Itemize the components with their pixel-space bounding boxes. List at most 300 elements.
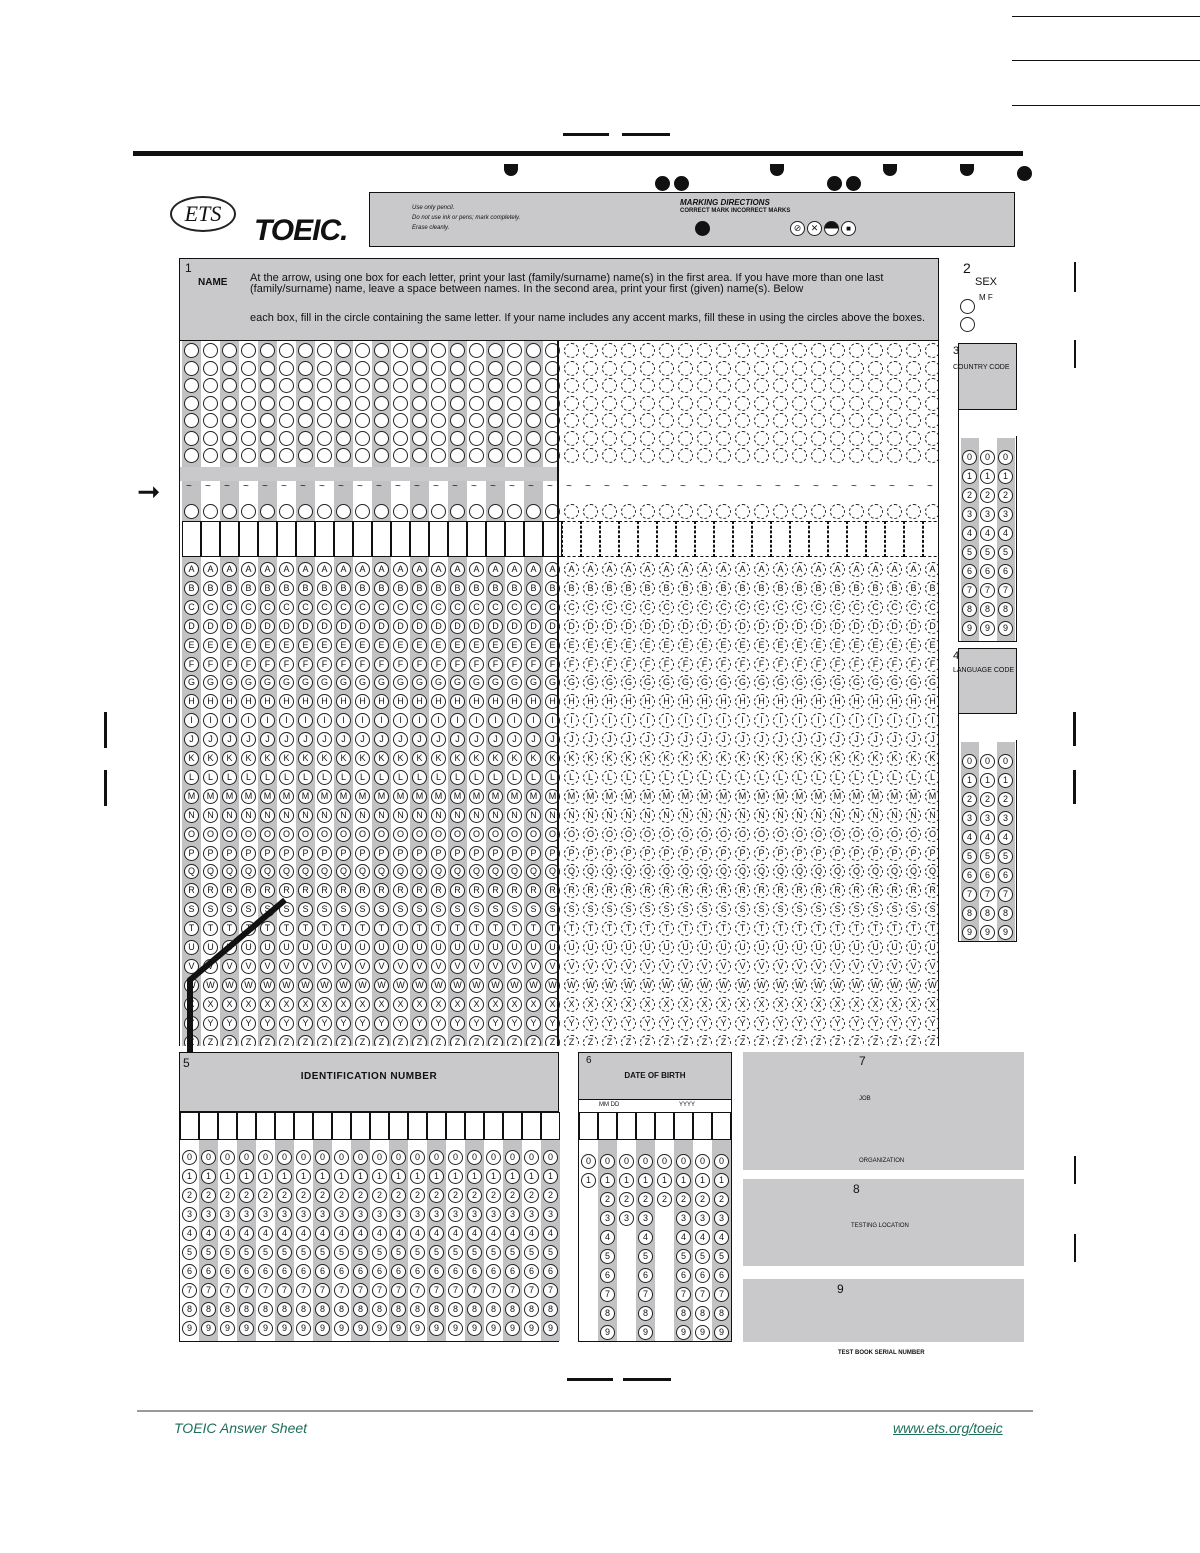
letter-bubble[interactable]: W <box>754 978 769 993</box>
letter-bubble[interactable]: O <box>640 827 655 842</box>
letter-bubble[interactable]: C <box>602 600 617 615</box>
letter-bubble[interactable]: A <box>792 562 807 577</box>
letter-bubble[interactable]: D <box>868 619 883 634</box>
letter-bubble[interactable]: A <box>374 562 389 577</box>
digit-bubble[interactable]: 0 <box>998 450 1013 465</box>
accent-bubble[interactable] <box>697 396 712 411</box>
letter-bubble[interactable]: F <box>260 657 275 672</box>
letter-bubble[interactable]: R <box>412 883 427 898</box>
digit-bubble[interactable]: 6 <box>372 1264 387 1279</box>
letter-bubble[interactable]: Q <box>431 864 446 879</box>
letter-bubble[interactable]: R <box>792 883 807 898</box>
letter-bubble[interactable]: J <box>735 732 750 747</box>
digit-bubble[interactable]: 7 <box>600 1287 615 1302</box>
letter-bubble[interactable]: Z <box>621 1035 636 1047</box>
letter-bubble[interactable]: Q <box>184 864 199 879</box>
accent-bubble[interactable] <box>393 361 408 376</box>
letter-bubble[interactable]: M <box>336 789 351 804</box>
id-write-box[interactable] <box>522 1112 541 1140</box>
letter-bubble[interactable]: K <box>355 751 370 766</box>
letter-bubble[interactable]: Z <box>678 1035 693 1047</box>
digit-bubble[interactable]: 5 <box>524 1245 539 1260</box>
accent-bubble[interactable] <box>925 343 939 358</box>
accent-bubble[interactable] <box>716 448 731 463</box>
accent-bubble[interactable] <box>412 361 427 376</box>
letter-bubble[interactable]: H <box>393 694 408 709</box>
digit-bubble[interactable]: 5 <box>277 1245 292 1260</box>
digit-bubble[interactable]: 3 <box>980 811 995 826</box>
letter-bubble[interactable]: J <box>792 732 807 747</box>
digit-bubble[interactable]: 3 <box>258 1207 273 1222</box>
letter-bubble[interactable]: Q <box>412 864 427 879</box>
accent-bubble[interactable] <box>507 448 522 463</box>
letter-bubble[interactable]: X <box>754 997 769 1012</box>
letter-bubble[interactable]: Q <box>678 864 693 879</box>
digit-bubble[interactable]: 2 <box>505 1188 520 1203</box>
letter-bubble[interactable]: U <box>184 940 199 955</box>
digit-bubble[interactable]: 1 <box>657 1173 672 1188</box>
letter-bubble[interactable]: S <box>469 902 484 917</box>
letter-bubble[interactable]: I <box>887 713 902 728</box>
accent-bubble[interactable] <box>488 431 503 446</box>
accent-bubble[interactable] <box>811 396 826 411</box>
digit-bubble[interactable]: 2 <box>998 488 1013 503</box>
letter-bubble[interactable]: Q <box>583 864 598 879</box>
digit-bubble[interactable]: 8 <box>543 1302 558 1317</box>
letter-bubble[interactable]: W <box>697 978 712 993</box>
letter-bubble[interactable]: N <box>507 808 522 823</box>
letter-bubble[interactable]: V <box>621 959 636 974</box>
accent-bubble[interactable] <box>868 431 883 446</box>
letter-bubble[interactable]: N <box>336 808 351 823</box>
digit-bubble[interactable]: 7 <box>391 1283 406 1298</box>
letter-bubble[interactable]: Y <box>260 1016 275 1031</box>
letter-bubble[interactable]: V <box>469 959 484 974</box>
letter-bubble[interactable]: F <box>241 657 256 672</box>
digit-bubble[interactable]: 3 <box>600 1211 615 1226</box>
letter-bubble[interactable]: W <box>849 978 864 993</box>
letter-bubble[interactable]: R <box>925 883 939 898</box>
digit-bubble[interactable]: 9 <box>220 1321 235 1336</box>
letter-bubble[interactable]: P <box>317 846 332 861</box>
letter-bubble[interactable]: U <box>830 940 845 955</box>
letter-bubble[interactable]: H <box>184 694 199 709</box>
letter-bubble[interactable]: L <box>849 770 864 785</box>
letter-bubble[interactable]: I <box>792 713 807 728</box>
letter-bubble[interactable]: G <box>868 675 883 690</box>
letter-bubble[interactable]: D <box>697 619 712 634</box>
digit-bubble[interactable]: 0 <box>201 1150 216 1165</box>
accent-bubble[interactable] <box>925 396 939 411</box>
letter-bubble[interactable]: V <box>754 959 769 974</box>
letter-bubble[interactable]: G <box>583 675 598 690</box>
letter-bubble[interactable]: B <box>735 581 750 596</box>
letter-bubble[interactable]: S <box>203 902 218 917</box>
digit-bubble[interactable]: 0 <box>410 1150 425 1165</box>
accent-bubble[interactable] <box>792 431 807 446</box>
accent-bubble[interactable] <box>697 378 712 393</box>
accent-bubble[interactable] <box>526 431 541 446</box>
letter-bubble[interactable]: N <box>545 808 560 823</box>
letter-bubble[interactable]: Y <box>507 1016 522 1031</box>
accent-bubble[interactable] <box>773 413 788 428</box>
letter-write-box[interactable] <box>277 521 296 557</box>
letter-bubble[interactable]: Y <box>431 1016 446 1031</box>
digit-bubble[interactable]: 2 <box>391 1188 406 1203</box>
letter-bubble[interactable]: S <box>564 902 579 917</box>
digit-bubble[interactable]: 3 <box>714 1211 729 1226</box>
accent-bubble[interactable] <box>507 378 522 393</box>
letter-bubble[interactable]: Z <box>640 1035 655 1047</box>
letter-write-box[interactable] <box>733 521 752 557</box>
letter-bubble[interactable]: Q <box>754 864 769 879</box>
letter-bubble[interactable]: O <box>469 827 484 842</box>
letter-bubble[interactable]: M <box>830 789 845 804</box>
dob-write-box[interactable] <box>617 1112 636 1140</box>
letter-bubble[interactable]: H <box>697 694 712 709</box>
digit-bubble[interactable]: 8 <box>296 1302 311 1317</box>
accent-bubble[interactable] <box>906 504 921 519</box>
accent-bubble[interactable] <box>735 431 750 446</box>
accent-bubble[interactable] <box>849 504 864 519</box>
id-write-box[interactable] <box>256 1112 275 1140</box>
letter-bubble[interactable]: C <box>317 600 332 615</box>
letter-bubble[interactable]: L <box>602 770 617 785</box>
letter-write-box[interactable] <box>543 521 562 557</box>
letter-bubble[interactable]: B <box>279 581 294 596</box>
accent-bubble[interactable] <box>583 378 598 393</box>
letter-bubble[interactable]: M <box>659 789 674 804</box>
letter-bubble[interactable]: V <box>773 959 788 974</box>
accent-bubble[interactable] <box>621 431 636 446</box>
letter-bubble[interactable]: W <box>564 978 579 993</box>
accent-bubble[interactable] <box>279 361 294 376</box>
letter-write-box[interactable] <box>600 521 619 557</box>
accent-bubble[interactable] <box>678 378 693 393</box>
letter-bubble[interactable]: N <box>678 808 693 823</box>
letter-bubble[interactable]: J <box>754 732 769 747</box>
digit-bubble[interactable]: 0 <box>980 754 995 769</box>
accent-bubble[interactable] <box>906 396 921 411</box>
letter-bubble[interactable]: O <box>716 827 731 842</box>
accent-bubble[interactable] <box>184 413 199 428</box>
letter-bubble[interactable]: F <box>830 657 845 672</box>
letter-bubble[interactable]: G <box>792 675 807 690</box>
accent-bubble[interactable] <box>754 361 769 376</box>
accent-bubble[interactable] <box>792 504 807 519</box>
digit-bubble[interactable]: 3 <box>334 1207 349 1222</box>
accent-bubble[interactable] <box>906 448 921 463</box>
digit-bubble[interactable]: 3 <box>448 1207 463 1222</box>
letter-bubble[interactable]: A <box>811 562 826 577</box>
digit-bubble[interactable]: 0 <box>676 1154 691 1169</box>
digit-bubble[interactable]: 6 <box>638 1268 653 1283</box>
accent-bubble[interactable] <box>450 396 465 411</box>
accent-bubble[interactable] <box>450 448 465 463</box>
letter-bubble[interactable]: D <box>640 619 655 634</box>
letter-bubble[interactable]: Y <box>602 1016 617 1031</box>
letter-bubble[interactable]: T <box>735 921 750 936</box>
letter-bubble[interactable]: X <box>393 997 408 1012</box>
letter-bubble[interactable]: N <box>640 808 655 823</box>
letter-bubble[interactable]: G <box>754 675 769 690</box>
letter-bubble[interactable]: I <box>431 713 446 728</box>
letter-bubble[interactable]: Q <box>773 864 788 879</box>
letter-bubble[interactable]: J <box>640 732 655 747</box>
letter-bubble[interactable]: C <box>222 600 237 615</box>
letter-bubble[interactable]: L <box>811 770 826 785</box>
accent-bubble[interactable] <box>393 396 408 411</box>
digit-bubble[interactable]: 8 <box>239 1302 254 1317</box>
accent-bubble[interactable] <box>564 378 579 393</box>
letter-bubble[interactable]: W <box>659 978 674 993</box>
letter-bubble[interactable]: D <box>545 619 560 634</box>
letter-bubble[interactable]: O <box>659 827 674 842</box>
digit-bubble[interactable]: 8 <box>448 1302 463 1317</box>
accent-bubble[interactable] <box>336 361 351 376</box>
accent-bubble[interactable] <box>564 448 579 463</box>
accent-bubble[interactable] <box>602 396 617 411</box>
letter-bubble[interactable]: H <box>507 694 522 709</box>
letter-bubble[interactable]: P <box>564 846 579 861</box>
digit-bubble[interactable]: 2 <box>296 1188 311 1203</box>
digit-bubble[interactable]: 1 <box>581 1173 596 1188</box>
letter-bubble[interactable]: T <box>830 921 845 936</box>
letter-bubble[interactable]: P <box>887 846 902 861</box>
letter-bubble[interactable]: W <box>336 978 351 993</box>
letter-bubble[interactable]: A <box>678 562 693 577</box>
letter-bubble[interactable]: O <box>678 827 693 842</box>
letter-bubble[interactable]: O <box>526 827 541 842</box>
letter-bubble[interactable]: J <box>602 732 617 747</box>
digit-bubble[interactable]: 4 <box>695 1230 710 1245</box>
accent-bubble[interactable] <box>735 413 750 428</box>
letter-bubble[interactable]: X <box>659 997 674 1012</box>
letter-bubble[interactable]: P <box>678 846 693 861</box>
accent-bubble[interactable] <box>849 343 864 358</box>
digit-bubble[interactable]: 9 <box>543 1321 558 1336</box>
id-write-box[interactable] <box>465 1112 484 1140</box>
letter-bubble[interactable]: W <box>298 978 313 993</box>
letter-bubble[interactable]: F <box>792 657 807 672</box>
letter-bubble[interactable]: K <box>431 751 446 766</box>
accent-bubble[interactable] <box>184 378 199 393</box>
letter-bubble[interactable]: G <box>374 675 389 690</box>
letter-bubble[interactable]: F <box>469 657 484 672</box>
letter-bubble[interactable]: B <box>241 581 256 596</box>
letter-bubble[interactable]: Y <box>925 1016 939 1031</box>
accent-bubble[interactable] <box>621 413 636 428</box>
letter-bubble[interactable]: C <box>811 600 826 615</box>
letter-bubble[interactable]: S <box>260 902 275 917</box>
accent-bubble[interactable] <box>241 431 256 446</box>
letter-bubble[interactable]: E <box>469 638 484 653</box>
digit-bubble[interactable]: 7 <box>201 1283 216 1298</box>
letter-bubble[interactable]: G <box>222 675 237 690</box>
letter-bubble[interactable]: S <box>640 902 655 917</box>
dob-write-box[interactable] <box>636 1112 655 1140</box>
accent-bubble[interactable] <box>640 396 655 411</box>
letter-bubble[interactable]: I <box>260 713 275 728</box>
letter-bubble[interactable]: U <box>906 940 921 955</box>
letter-bubble[interactable]: A <box>640 562 655 577</box>
accent-bubble[interactable] <box>374 448 389 463</box>
accent-bubble[interactable] <box>887 431 902 446</box>
digit-bubble[interactable]: 9 <box>334 1321 349 1336</box>
letter-bubble[interactable]: Z <box>431 1035 446 1047</box>
digit-bubble[interactable]: 1 <box>543 1169 558 1184</box>
digit-bubble[interactable]: 5 <box>239 1245 254 1260</box>
accent-bubble[interactable] <box>583 396 598 411</box>
letter-bubble[interactable]: M <box>887 789 902 804</box>
letter-bubble[interactable]: V <box>412 959 427 974</box>
letter-bubble[interactable]: J <box>659 732 674 747</box>
letter-bubble[interactable]: E <box>488 638 503 653</box>
accent-bubble[interactable] <box>374 413 389 428</box>
accent-bubble[interactable] <box>469 431 484 446</box>
letter-bubble[interactable]: J <box>488 732 503 747</box>
digit-bubble[interactable]: 7 <box>182 1283 197 1298</box>
letter-bubble[interactable]: J <box>621 732 636 747</box>
digit-bubble[interactable]: 5 <box>448 1245 463 1260</box>
accent-bubble[interactable] <box>773 504 788 519</box>
digit-bubble[interactable]: 0 <box>638 1154 653 1169</box>
letter-bubble[interactable]: C <box>735 600 750 615</box>
accent-bubble[interactable] <box>830 448 845 463</box>
accent-bubble[interactable] <box>298 504 313 519</box>
letter-bubble[interactable]: G <box>773 675 788 690</box>
letter-bubble[interactable]: L <box>526 770 541 785</box>
letter-bubble[interactable]: E <box>507 638 522 653</box>
letter-bubble[interactable]: R <box>583 883 598 898</box>
accent-bubble[interactable] <box>184 361 199 376</box>
digit-bubble[interactable]: 2 <box>657 1192 672 1207</box>
accent-bubble[interactable] <box>678 431 693 446</box>
accent-bubble[interactable] <box>507 504 522 519</box>
letter-bubble[interactable]: Z <box>241 1035 256 1047</box>
digit-bubble[interactable]: 2 <box>429 1188 444 1203</box>
letter-bubble[interactable]: U <box>507 940 522 955</box>
letter-bubble[interactable]: I <box>317 713 332 728</box>
letter-bubble[interactable]: F <box>526 657 541 672</box>
letter-bubble[interactable]: R <box>374 883 389 898</box>
digit-bubble[interactable]: 0 <box>600 1154 615 1169</box>
accent-bubble[interactable] <box>868 396 883 411</box>
letter-bubble[interactable]: E <box>317 638 332 653</box>
accent-bubble[interactable] <box>469 448 484 463</box>
letter-bubble[interactable]: M <box>507 789 522 804</box>
letter-bubble[interactable]: W <box>583 978 598 993</box>
accent-bubble[interactable] <box>754 396 769 411</box>
digit-bubble[interactable]: 9 <box>429 1321 444 1336</box>
letter-bubble[interactable]: Q <box>336 864 351 879</box>
letter-bubble[interactable]: F <box>754 657 769 672</box>
accent-bubble[interactable] <box>241 361 256 376</box>
letter-bubble[interactable]: N <box>697 808 712 823</box>
letter-bubble[interactable]: H <box>222 694 237 709</box>
accent-bubble[interactable] <box>431 431 446 446</box>
letter-bubble[interactable]: G <box>678 675 693 690</box>
letter-bubble[interactable]: N <box>906 808 921 823</box>
letter-bubble[interactable]: Q <box>260 864 275 879</box>
accent-bubble[interactable] <box>640 448 655 463</box>
accent-bubble[interactable] <box>849 396 864 411</box>
accent-bubble[interactable] <box>602 413 617 428</box>
accent-bubble[interactable] <box>260 378 275 393</box>
digit-bubble[interactable]: 6 <box>315 1264 330 1279</box>
letter-bubble[interactable]: D <box>811 619 826 634</box>
letter-bubble[interactable]: B <box>697 581 712 596</box>
letter-write-box[interactable] <box>828 521 847 557</box>
letter-bubble[interactable]: F <box>602 657 617 672</box>
letter-bubble[interactable]: C <box>640 600 655 615</box>
letter-bubble[interactable]: H <box>260 694 275 709</box>
letter-bubble[interactable]: R <box>716 883 731 898</box>
digit-bubble[interactable]: 9 <box>467 1321 482 1336</box>
letter-bubble[interactable]: Y <box>906 1016 921 1031</box>
letter-write-box[interactable] <box>391 521 410 557</box>
accent-bubble[interactable] <box>431 504 446 519</box>
letter-bubble[interactable]: M <box>545 789 560 804</box>
letter-bubble[interactable]: U <box>754 940 769 955</box>
letter-bubble[interactable]: W <box>792 978 807 993</box>
digit-bubble[interactable]: 7 <box>372 1283 387 1298</box>
accent-bubble[interactable] <box>830 378 845 393</box>
letter-bubble[interactable]: K <box>184 751 199 766</box>
letter-bubble[interactable]: D <box>792 619 807 634</box>
accent-bubble[interactable] <box>431 361 446 376</box>
letter-bubble[interactable]: O <box>811 827 826 842</box>
letter-bubble[interactable]: B <box>868 581 883 596</box>
letter-bubble[interactable]: P <box>298 846 313 861</box>
digit-bubble[interactable]: 4 <box>998 526 1013 541</box>
letter-bubble[interactable]: V <box>678 959 693 974</box>
letter-bubble[interactable]: S <box>279 902 294 917</box>
letter-bubble[interactable]: B <box>469 581 484 596</box>
digit-bubble[interactable]: 4 <box>391 1226 406 1241</box>
letter-bubble[interactable]: U <box>697 940 712 955</box>
letter-bubble[interactable]: D <box>621 619 636 634</box>
accent-bubble[interactable] <box>602 431 617 446</box>
accent-bubble[interactable] <box>659 504 674 519</box>
letter-bubble[interactable]: F <box>621 657 636 672</box>
letter-bubble[interactable]: I <box>545 713 560 728</box>
letter-bubble[interactable]: Q <box>279 864 294 879</box>
accent-bubble[interactable] <box>754 413 769 428</box>
letter-bubble[interactable]: Z <box>754 1035 769 1047</box>
letter-bubble[interactable]: M <box>203 789 218 804</box>
letter-bubble[interactable]: Z <box>735 1035 750 1047</box>
digit-bubble[interactable]: 4 <box>353 1226 368 1241</box>
digit-bubble[interactable]: 2 <box>638 1192 653 1207</box>
letter-bubble[interactable]: S <box>906 902 921 917</box>
letter-bubble[interactable]: T <box>849 921 864 936</box>
accent-bubble[interactable] <box>773 343 788 358</box>
digit-bubble[interactable]: 8 <box>467 1302 482 1317</box>
letter-bubble[interactable]: N <box>184 808 199 823</box>
letter-bubble[interactable]: Y <box>374 1016 389 1031</box>
letter-bubble[interactable]: G <box>526 675 541 690</box>
letter-bubble[interactable]: B <box>678 581 693 596</box>
letter-bubble[interactable]: B <box>830 581 845 596</box>
accent-bubble[interactable] <box>222 396 237 411</box>
letter-bubble[interactable]: K <box>469 751 484 766</box>
letter-write-box[interactable] <box>676 521 695 557</box>
letter-bubble[interactable]: D <box>849 619 864 634</box>
digit-bubble[interactable]: 1 <box>410 1169 425 1184</box>
letter-bubble[interactable]: E <box>754 638 769 653</box>
letter-bubble[interactable]: O <box>450 827 465 842</box>
